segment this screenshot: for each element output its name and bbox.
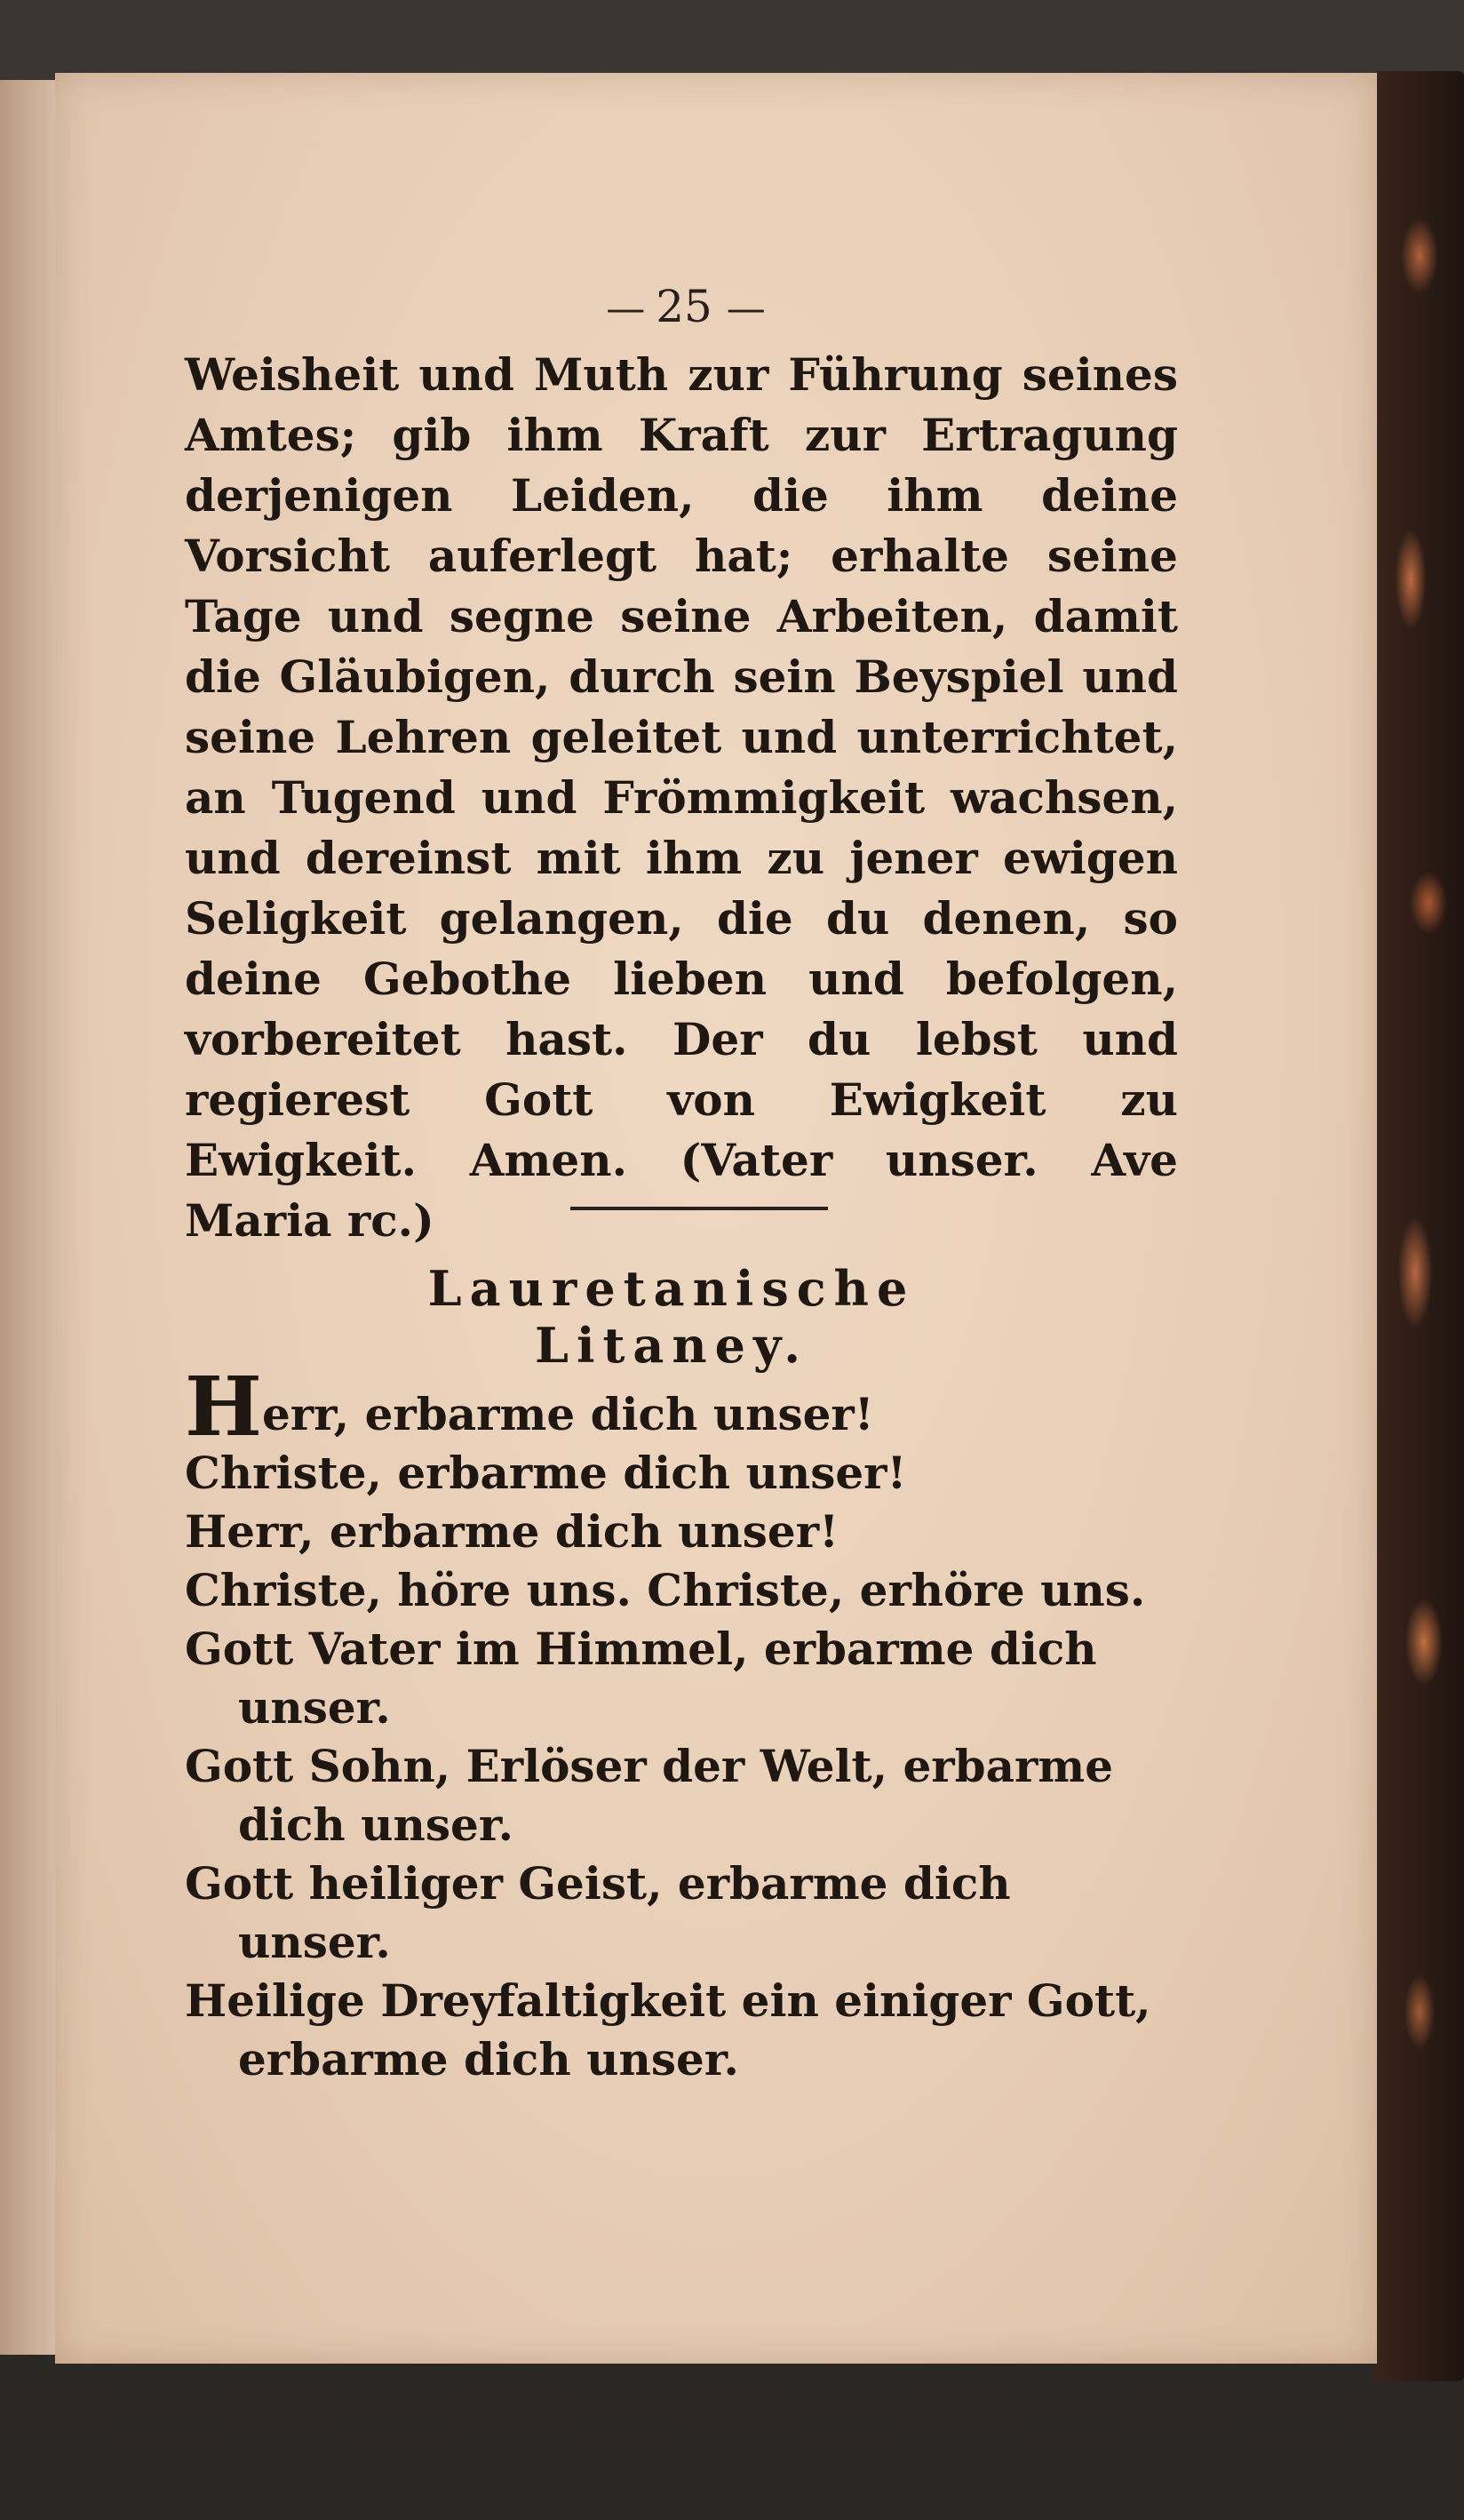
page-number-value: 25 [656,281,712,332]
litany-line: Gott Vater im Himmel, erbarme dich unser. [185,1623,1097,1734]
litany-line: Christe, höre uns. Christe, erhöre uns. [185,1564,1146,1616]
book-binding [1375,71,1464,2381]
litany-line: Gott Sohn, Erlöser der Welt, erbarme dich unser. [185,1740,1114,1851]
litany-list [185,1359,1178,2089]
litany-line: Gott heiliger Geist, erbarme dich unser. [185,1857,1011,1968]
litany-line [185,1359,1178,1455]
dash-right: — [726,286,762,331]
litany-line: Christe, erbarme dich unser! [185,1447,907,1499]
litany-line: Herr, erbarme dich unser! [185,1505,839,1558]
litany-first-line-text: err, erbarme dich unser! [261,1388,874,1440]
page-number [569,281,800,332]
drop-initial: H [185,1359,262,1455]
litany-title: Lauretanische Litaney. [427,1260,916,1374]
left-page-edge [0,80,57,2355]
body-paragraph: Weisheit und Muth zur Führung seines Amtes; gib ihm Kraft zur Ertragung derjenigen Leiden, die ihm deine Vorsicht auferlegt hat; erhalte seine Tage und segne seine Arbeiten, damit die Gläubigen, durch sein Beyspiel und seine Lehren geleitet und unterrichtet, an Tugend und Frömmigkeit wachsen, und dereinst mit ihm zu jener ewigen Seligkeit gelangen, die du denen, so deine Gebothe lieben und befolgen, vorbereitet hast. Der du lebst und regierest Gott von Ewigkeit zu Ewigkeit. Amen. (Vater unser. Ave Maria rc.) [185,348,1178,1247]
dash-left: — [606,286,642,331]
section-divider [570,1207,828,1210]
litany-line: Heilige Dreyfaltigkeit ein einiger Gott, erbarme dich unser. [185,1974,1151,2085]
